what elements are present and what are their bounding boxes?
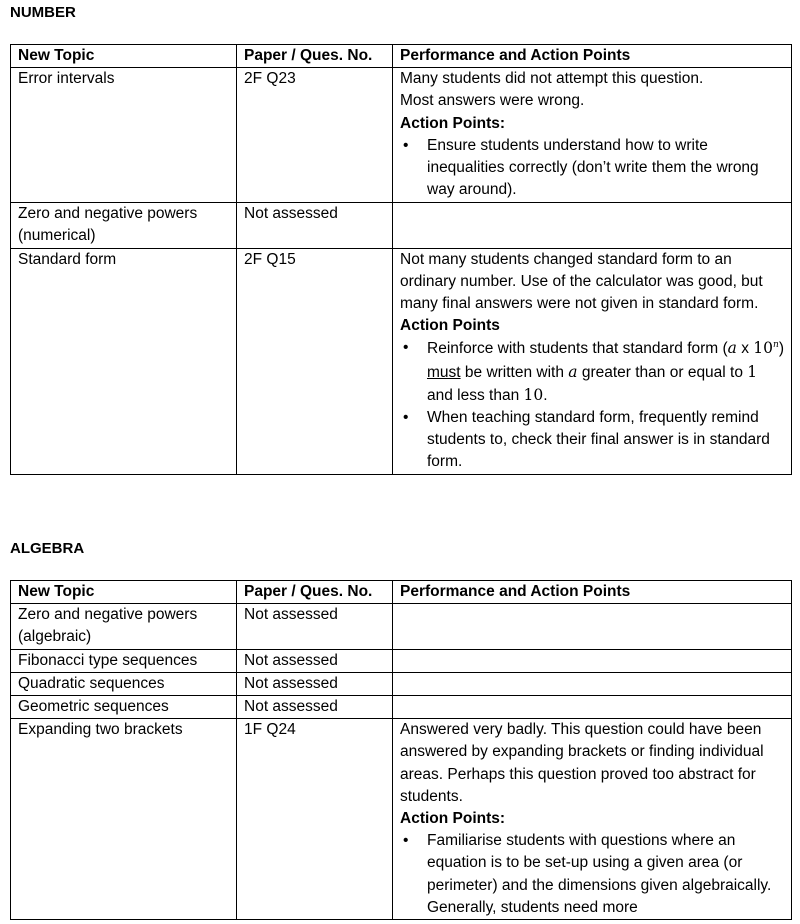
table-row xyxy=(11,719,792,920)
action-points-list xyxy=(400,337,785,473)
algebra-table xyxy=(10,580,792,920)
performance-cell xyxy=(393,649,792,672)
action-point: • Reinforce with students that standard form (a x 10$^n$) must be written with a greater than or equal to 1 and less than 10. xyxy=(400,337,785,407)
table-row xyxy=(11,649,792,672)
header-performance: Performance and Action Points xyxy=(393,45,792,68)
table-row xyxy=(11,68,792,203)
performance-cell xyxy=(393,672,792,695)
topic-cell: Fibonacci type sequences xyxy=(11,649,237,672)
paper-cell: Not assessed xyxy=(237,696,393,719)
performance-text: Most answers were wrong. xyxy=(400,92,585,110)
action-points-title: Action Points: xyxy=(400,114,506,132)
section-title-number: NUMBER xyxy=(10,4,76,21)
performance-cell xyxy=(393,719,792,920)
action-point: • Familiarise students with questions where an equation is to be set-up using a given area (or perimeter) and the dimensions given algebraically. Generally, students need more xyxy=(400,830,785,919)
header-new-topic: New Topic xyxy=(11,45,237,68)
performance-text: Many students did not attempt this question. xyxy=(400,70,704,88)
table-row xyxy=(11,696,792,719)
topic-cell: Zero and negative powers (numerical) xyxy=(11,203,237,248)
table-row xyxy=(11,672,792,695)
performance-cell xyxy=(393,696,792,719)
performance-cell xyxy=(393,203,792,248)
performance-text: Answered very badly. This question could have been answered by expanding brackets or finding individual areas. Perhaps this question proved too abstract for students. xyxy=(400,721,764,805)
action-point: • When teaching standard form, frequently remind students to, check their final answer is in standard form. xyxy=(400,407,785,474)
table-row xyxy=(11,203,792,248)
performance-cell xyxy=(393,604,792,649)
table-header-row xyxy=(11,45,792,68)
number-table xyxy=(10,44,792,475)
paper-cell: Not assessed xyxy=(237,649,393,672)
action-point: • Ensure students understand how to write inequalities correctly (don’t write them the wrong way around). xyxy=(400,135,785,202)
paper-cell: Not assessed xyxy=(237,672,393,695)
topic-cell: Error intervals xyxy=(11,68,237,203)
action-points-title: Action Points xyxy=(400,317,500,335)
header-paper-question: Paper / Ques. No. xyxy=(237,581,393,604)
action-points-list xyxy=(400,830,785,919)
topic-cell: Standard form xyxy=(11,248,237,474)
header-paper-question: Paper / Ques. No. xyxy=(237,45,393,68)
table-header-row xyxy=(11,581,792,604)
section-title-algebra: ALGEBRA xyxy=(10,540,85,557)
topic-cell: Geometric sequences xyxy=(11,696,237,719)
header-performance: Performance and Action Points xyxy=(393,581,792,604)
topic-cell: Expanding two brackets xyxy=(11,719,237,920)
header-new-topic: New Topic xyxy=(11,581,237,604)
performance-cell xyxy=(393,248,792,474)
topic-cell: Zero and negative powers (algebraic) xyxy=(11,604,237,649)
action-points-list xyxy=(400,135,785,202)
paper-cell: 2F Q23 xyxy=(237,68,393,203)
paper-cell: 1F Q24 xyxy=(237,719,393,920)
paper-cell: Not assessed xyxy=(237,604,393,649)
performance-text: Not many students changed standard form to an ordinary number. Use of the calculator was good, but many final answers were not given in standard form. xyxy=(400,250,763,313)
topic-cell: Quadratic sequences xyxy=(11,672,237,695)
paper-cell: Not assessed xyxy=(237,203,393,248)
performance-cell xyxy=(393,68,792,203)
table-row xyxy=(11,604,792,649)
paper-cell: 2F Q15 xyxy=(237,248,393,474)
table-row xyxy=(11,248,792,474)
action-points-title: Action Points: xyxy=(400,810,506,828)
